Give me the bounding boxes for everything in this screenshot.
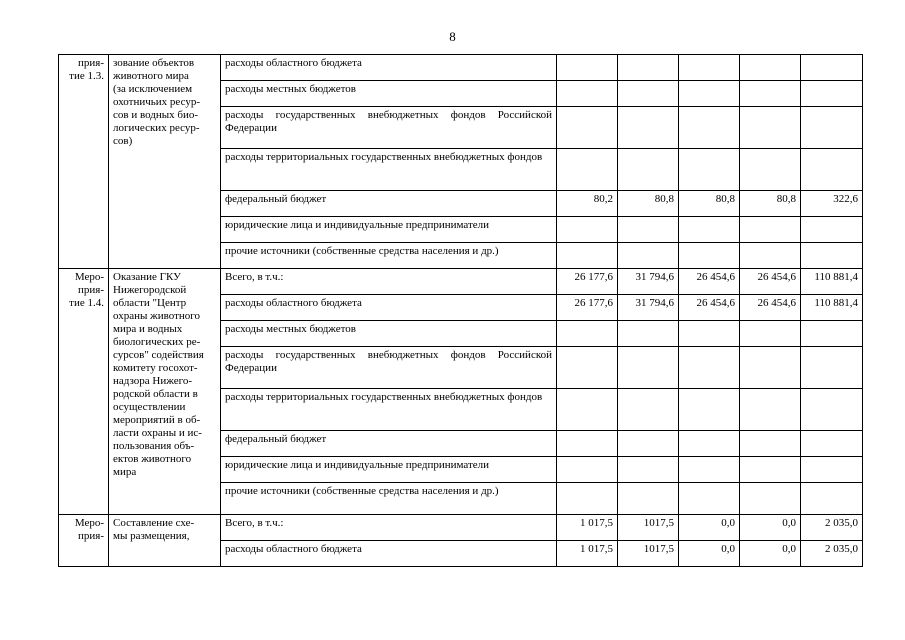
value-cell [618, 55, 679, 81]
event-number-line: Меро- [74, 517, 104, 529]
table-row [59, 515, 863, 541]
funding-source-cell: прочие источники (собственные средства населения и др.) [221, 243, 557, 269]
value-cell [679, 149, 740, 191]
event-description-line: надзора Нижего- [113, 375, 192, 387]
value-cell [740, 389, 801, 431]
value-cell [618, 321, 679, 347]
event-description-line: родской области в [113, 388, 198, 400]
value-cell: 0,0 [679, 515, 740, 541]
value-cell [801, 431, 863, 457]
value-cell [618, 347, 679, 389]
value-cell: 80,8 [679, 191, 740, 217]
event-description-cell [109, 515, 221, 567]
event-number-cell [59, 55, 109, 269]
value-cell [740, 457, 801, 483]
value-cell [801, 321, 863, 347]
funding-source-cell: расходы территориальных государственных внебюджетных фондов [221, 389, 557, 431]
value-cell [801, 149, 863, 191]
funding-source-cell: юридические лица и индивидуальные предприниматели [221, 217, 557, 243]
event-number-cell [59, 515, 109, 567]
funding-source-cell: расходы областного бюджета [221, 55, 557, 81]
value-cell: 2 035,0 [801, 541, 863, 567]
value-cell [557, 81, 618, 107]
value-cell [557, 457, 618, 483]
event-description-line: охраны животного [113, 310, 201, 322]
value-cell [740, 347, 801, 389]
value-cell [740, 243, 801, 269]
event-description-line: комитету госохот- [113, 362, 198, 374]
funding-source-cell: федеральный бюджет [221, 191, 557, 217]
value-cell: 110 881,4 [801, 295, 863, 321]
value-cell: 0,0 [679, 541, 740, 567]
value-cell [801, 483, 863, 515]
event-number-cell [59, 269, 109, 515]
funding-source-cell: расходы местных бюджетов [221, 81, 557, 107]
event-description-line: сурсов" содействия [113, 349, 204, 361]
value-cell: 322,6 [801, 191, 863, 217]
event-description-line: логических ресур- [113, 122, 200, 134]
value-cell: 0,0 [740, 541, 801, 567]
value-cell [679, 321, 740, 347]
funding-source-cell: расходы областного бюджета [221, 541, 557, 567]
value-cell [801, 243, 863, 269]
value-cell [618, 107, 679, 149]
value-cell: 31 794,6 [618, 269, 679, 295]
value-cell: 26 177,6 [557, 295, 618, 321]
event-number-line: прия- [78, 530, 104, 542]
funding-source-cell: федеральный бюджет [221, 431, 557, 457]
value-cell [740, 431, 801, 457]
value-cell [679, 107, 740, 149]
funding-source-cell: расходы местных бюджетов [221, 321, 557, 347]
value-cell: 26 454,6 [679, 295, 740, 321]
value-cell [679, 243, 740, 269]
value-cell [740, 483, 801, 515]
funding-source-cell: расходы территориальных государственных внебюджетных фондов [221, 149, 557, 191]
value-cell [679, 457, 740, 483]
funding-source-cell: расходы государственных внебюджетных фондов Российской Федерации [221, 107, 557, 149]
event-number-line: тие 1.4. [69, 297, 104, 309]
event-block-1-3 [59, 55, 863, 269]
value-cell [557, 483, 618, 515]
value-cell [740, 107, 801, 149]
value-cell [801, 389, 863, 431]
value-cell: 1 017,5 [557, 515, 618, 541]
event-description-line: области "Центр [113, 297, 187, 309]
funding-source-cell: Всего, в т.ч.: [221, 515, 557, 541]
value-cell: 31 794,6 [618, 295, 679, 321]
event-block-1-4 [59, 269, 863, 515]
value-cell [679, 389, 740, 431]
value-cell [557, 243, 618, 269]
value-cell [801, 347, 863, 389]
event-block-next [59, 515, 863, 567]
value-cell [618, 81, 679, 107]
funding-source-cell: прочие источники (собственные средства населения и др.) [221, 483, 557, 515]
table-row [59, 55, 863, 81]
value-cell: 26 454,6 [740, 269, 801, 295]
value-cell [801, 81, 863, 107]
event-description-line: биологических ре- [113, 336, 201, 348]
budget-table [58, 54, 863, 567]
value-cell: 1017,5 [618, 515, 679, 541]
value-cell [740, 149, 801, 191]
event-description-line: мероприятий в об- [113, 414, 201, 426]
event-description-line: Нижегородской [113, 284, 187, 296]
event-description-line: мы размещения, [113, 530, 190, 542]
event-number-line: прия- [78, 57, 104, 69]
value-cell [801, 457, 863, 483]
value-cell [740, 321, 801, 347]
value-cell: 26 454,6 [740, 295, 801, 321]
event-description-line: осуществлении [113, 401, 186, 413]
event-description-line: животного мира [113, 70, 189, 82]
table-row [59, 269, 863, 295]
value-cell [557, 149, 618, 191]
value-cell [618, 389, 679, 431]
value-cell [557, 55, 618, 81]
value-cell [801, 217, 863, 243]
value-cell [801, 107, 863, 149]
value-cell: 2 035,0 [801, 515, 863, 541]
value-cell [557, 347, 618, 389]
value-cell [679, 347, 740, 389]
value-cell [740, 55, 801, 81]
event-description-line: ласти охраны и ис- [113, 427, 202, 439]
event-description-line: Оказание ГКУ [113, 271, 181, 283]
value-cell [679, 483, 740, 515]
value-cell [740, 217, 801, 243]
event-description-line: зование объектов [113, 57, 195, 69]
value-cell [557, 107, 618, 149]
event-description-line: сов и водных био- [113, 109, 199, 121]
event-description-line: охотничьих ресур- [113, 96, 200, 108]
funding-source-cell: расходы областного бюджета [221, 295, 557, 321]
value-cell [679, 55, 740, 81]
value-cell: 80,8 [740, 191, 801, 217]
value-cell: 0,0 [740, 515, 801, 541]
value-cell [557, 431, 618, 457]
page-number: 8 [449, 29, 456, 44]
event-number-line: прия- [78, 284, 104, 296]
value-cell: 80,2 [557, 191, 618, 217]
value-cell [557, 217, 618, 243]
value-cell: 26 454,6 [679, 269, 740, 295]
event-description-line: мира и водных [113, 323, 183, 335]
event-description-line: ектов животного [113, 453, 192, 465]
value-cell [679, 431, 740, 457]
value-cell [740, 81, 801, 107]
value-cell [801, 55, 863, 81]
event-description-line: пользования объ- [113, 440, 195, 452]
event-description-line: (за исключением [113, 83, 193, 95]
event-description-line: Составление схе- [113, 517, 195, 529]
value-cell: 26 177,6 [557, 269, 618, 295]
value-cell: 1017,5 [618, 541, 679, 567]
value-cell [618, 243, 679, 269]
funding-source-cell: расходы государственных внебюджетных фондов Российской Федерации [221, 347, 557, 389]
value-cell: 1 017,5 [557, 541, 618, 567]
value-cell [618, 217, 679, 243]
event-number-line: тие 1.3. [69, 70, 104, 82]
event-description-line: мира [113, 466, 137, 478]
value-cell [618, 431, 679, 457]
value-cell [557, 321, 618, 347]
value-cell [679, 217, 740, 243]
event-number-line: Меро- [74, 271, 104, 283]
value-cell [618, 149, 679, 191]
funding-source-cell: юридические лица и индивидуальные предприниматели [221, 457, 557, 483]
funding-source-cell: Всего, в т.ч.: [221, 269, 557, 295]
value-cell [618, 457, 679, 483]
value-cell [557, 389, 618, 431]
event-description-cell [109, 269, 221, 515]
value-cell: 80,8 [618, 191, 679, 217]
value-cell: 110 881,4 [801, 269, 863, 295]
value-cell [618, 483, 679, 515]
value-cell [679, 81, 740, 107]
event-description-line: сов) [113, 135, 133, 147]
event-description-cell [109, 55, 221, 269]
